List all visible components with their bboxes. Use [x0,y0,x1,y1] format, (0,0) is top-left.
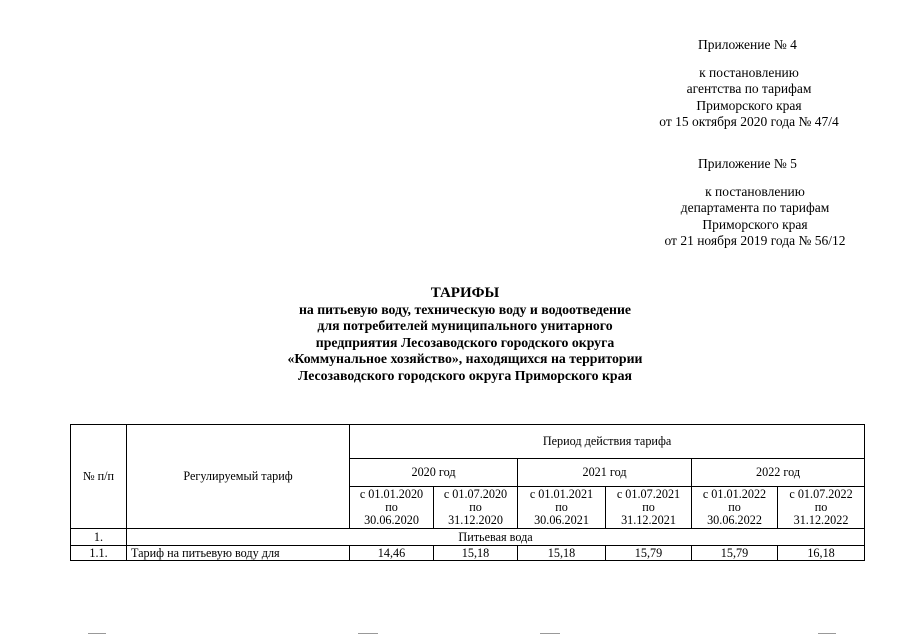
appendix-4-block [644,37,854,131]
appendix-4-line: агентства по тарифам [686,81,812,96]
appendix-5-line: от 21 ноября 2019 года № 56/12 [664,233,846,248]
appendix-4-line: Приморского края [696,97,802,113]
header-num: № п/п [71,425,127,529]
heading-line: на питьевую воду, техническую воду и водоотведение [298,301,632,317]
appendix-4-line: от 15 октября 2020 года № 47/4 [659,114,839,129]
section-label: Питьевая вода [127,529,865,546]
scan-edge-marks [0,633,905,635]
header-year-2021: 2021 год [518,459,692,487]
header-period-cell: с 01.01.2022 по 30.06.2022 [692,487,778,529]
row-value: 16,18 [778,546,865,561]
appendix-4-line: к постановлению [699,64,799,80]
header-period-cell: с 01.01.2021 по 30.06.2021 [518,487,606,529]
heading-line: «Коммунальное хозяйство», находящихся на территории [287,351,643,367]
row-value: 15,79 [692,546,778,561]
header-period-cell: с 01.01.2020 по 30.06.2020 [350,487,434,529]
row-label: Тариф на питьевую воду для [127,546,350,561]
header-period-cell: с 01.07.2022 по 31.12.2022 [778,487,865,529]
heading-line: Лесозаводского городского округа Приморского края [298,367,632,383]
heading-line: для потребителей муниципального унитарного [317,318,613,334]
tariff-table [70,424,865,561]
header-period-cell: с 01.07.2021 по 31.12.2021 [606,487,692,529]
header-year-2022: 2022 год [692,459,865,487]
scan-mark [88,633,106,634]
appendix-5-line: к постановлению [705,183,805,199]
row-value: 15,18 [518,546,606,561]
scan-mark [540,633,560,634]
header-tariff: Регулируемый тариф [127,425,350,529]
header-row-period [71,425,865,459]
header-period-cell: с 01.07.2020 по 31.12.2020 [434,487,518,529]
row-num: 1.1. [71,546,127,561]
row-value: 15,18 [434,546,518,561]
header-year-2020: 2020 год [350,459,518,487]
scan-mark [358,633,378,634]
section-num: 1. [71,529,127,546]
document-heading [200,285,730,385]
appendix-5-line: Приморского края [702,216,808,232]
section-row [71,529,865,546]
heading-line: предприятия Лесозаводского городского округа [315,334,615,350]
table-row [71,546,865,561]
document-title: ТАРИФЫ [430,285,500,301]
appendix-5-line: департамента по тарифам [680,200,830,215]
row-value: 15,79 [606,546,692,561]
header-period: Период действия тарифа [350,425,865,459]
appendix-5-title: Приложение № 5 [698,156,797,171]
row-value: 14,46 [350,546,434,561]
appendix-4-title: Приложение № 4 [698,37,797,52]
appendix-5-block [640,156,870,250]
scan-mark [818,633,836,634]
